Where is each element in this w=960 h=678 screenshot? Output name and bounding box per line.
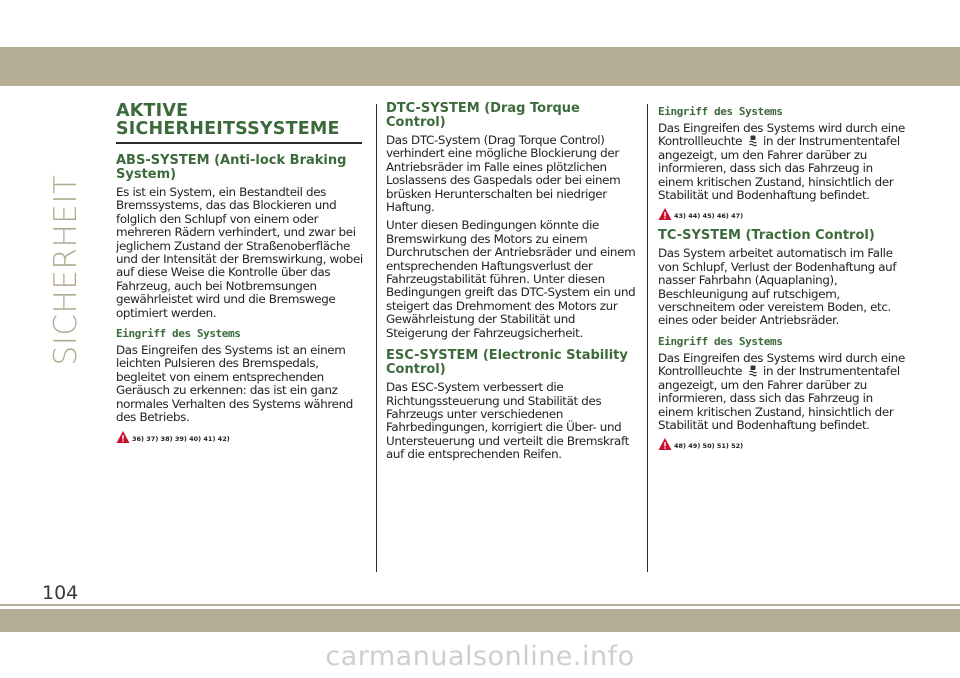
tc-warning-lamp-icon xyxy=(748,365,758,377)
column-divider-2 xyxy=(647,104,648,572)
dtc-body-2: Unter diesen Bedingungen könnte die Bremswirkung des Motors zu einem Durchrutschen der Antriebsräder und einem entsprechenden Haftungsverlust der Fahrzeugstabilität führen. Unter diesen Bedingungen greift das DTC-System ein und steigert das Drehmoment des Motors zur Gewährleistung der Stabilität und Steigerung der Fahrzeugsicherheit. xyxy=(386,218,636,340)
page-top-margin xyxy=(0,0,960,47)
abs-section-title: ABS-SYSTEM (Anti-lock Braking System) xyxy=(116,153,347,182)
section-side-label: SICHERHEIT xyxy=(48,174,84,366)
esc-subheading-body xyxy=(658,122,908,202)
dtc-body-1: Das DTC-System (Drag Torque Control) verhindert eine mögliche Blockierung der Antriebsräder im Falle eines plötzlichen Loslassens des Gaspedals oder bei einem brüsken Herunterschalten bei niedriger Haftung. xyxy=(386,133,621,215)
main-title xyxy=(116,102,366,138)
column-2 xyxy=(386,102,636,467)
warning-references[interactable]: 48) 49) 50) 51) 52) xyxy=(674,442,744,451)
main-title-line-1: AKTIVE xyxy=(116,101,189,121)
title-rule xyxy=(116,142,362,144)
esc-sub-body-pre: Das Eingreifen des Systems wird durch eine Kontrollleuchte xyxy=(658,121,905,149)
footer-band xyxy=(0,609,960,632)
tc-sub-body-pre: Das Eingreifen des Systems wird durch eine Kontrollleuchte xyxy=(658,350,905,379)
esc-sub-body-post: in der Instrumententafel angezeigt, um den Fahrer darüber zu informieren, dass sich das Fahrzeug in einem kritischen Zustand, hinsichtlich der Stabilität und Bodenhaftung befindet. xyxy=(658,134,900,203)
column-3 xyxy=(658,102,908,459)
esc-warning-refs xyxy=(658,207,908,221)
tc-body: Das System arbeitet automatisch im Falle von Schlupf, Verlust der Bodenhaftung auf nasser Fahrbahn (Aquaplaning), Beschleunigung auf rutschigem, verschneitem oder vereistem Boden, etc. eines oder beider Antriebsräder. xyxy=(658,246,897,328)
column-1 xyxy=(116,102,366,452)
dtc-section-title: DTC-SYSTEM (Drag Torque Control) xyxy=(386,101,580,130)
warning-references[interactable]: 36) 37) 38) 39) 40) 41) 42) xyxy=(132,434,230,443)
esc-warning-lamp-icon xyxy=(748,135,758,147)
abs-warning-refs xyxy=(116,430,366,444)
footer-rule xyxy=(0,604,960,606)
tc-sub-body-post: in der Instrumententafel angezeigt, um den Fahrer darüber zu informieren, dass sich das Fahrzeug in einem kritischen Zustand, hinsichtlich der Stabilität und Bodenhaftung befindet. xyxy=(658,364,900,432)
page-number: 104 xyxy=(42,582,79,604)
esc-subheading: Eingriff des Systems xyxy=(658,105,783,118)
watermark: carmanualsonline.info xyxy=(325,641,635,672)
tc-subheading: Eingriff des Systems xyxy=(658,334,783,348)
tc-section-title: TC-SYSTEM (Traction Control) xyxy=(658,228,875,244)
warning-references[interactable]: 43) 44) 45) 46) 47) xyxy=(674,212,744,221)
abs-body: Es ist ein System, ein Bestandteil des Bremssystems, das das Blockieren und folglich den Schlupf von einem oder mehreren Rädern verhindert, und zwar bei jeglichem Zustand der Straßenoberfläche und der Intensität der Bremswirkung, wobei auf diese Weise die Kontrolle über das Fahrzeug, auch bei Notbremsungen gewährleistet wird und die Bremswege optimiert werden. xyxy=(116,185,363,320)
column-divider-1 xyxy=(376,104,377,572)
abs-subheading-body: Das Eingreifen des Systems ist an einem leichten Pulsieren des Bremspedals, begleitet von einem entsprechenden Geräusch zu erkennen: das ist ein ganz normales Verhalten des Systems während des Betriebs. xyxy=(116,343,354,425)
esc-section-title: ESC-SYSTEM (Electronic Stability Control) xyxy=(386,348,628,378)
tc-warning-refs xyxy=(658,437,908,451)
esc-body: Das ESC-System verbessert die Richtungssteuerung und Stabilität des Fahrzeugs unter verschiedenen Fahrbedingungen, korrigiert die Über- und Untersteuerung und verteilt die Bremskraft auf die entsprechenden Reifen. xyxy=(386,380,629,462)
warning-triangle-icon xyxy=(658,207,672,221)
abs-subheading: Eingriff des Systems xyxy=(116,327,241,341)
main-title-line-2: SICHERHEITSSYSTEME xyxy=(116,119,340,139)
warning-triangle-icon xyxy=(116,430,130,444)
tc-subheading-body xyxy=(658,352,908,432)
warning-triangle-icon xyxy=(658,437,672,451)
header-band xyxy=(0,47,960,86)
